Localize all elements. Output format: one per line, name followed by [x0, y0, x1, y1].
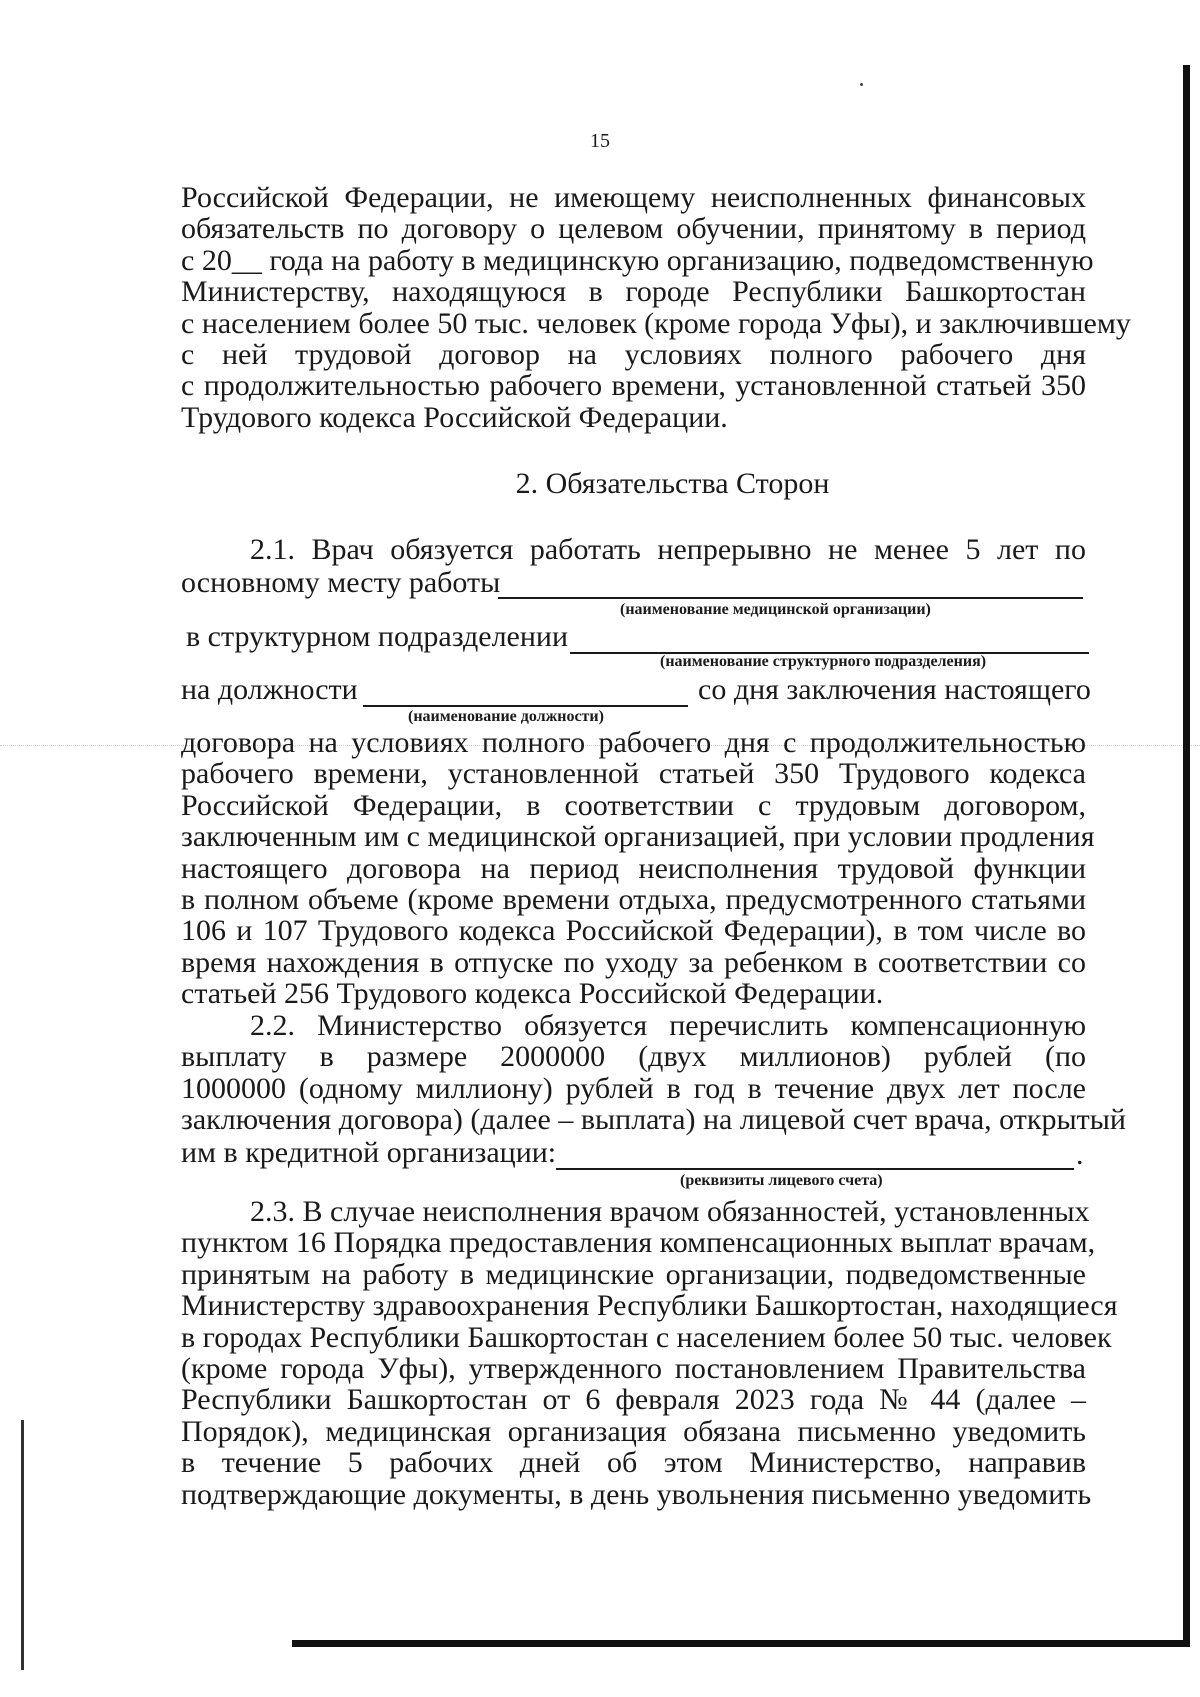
text-line: с 20__ года на работу в медицинскую организацию, подведомственную: [181, 243, 1094, 277]
intro-paragraph: [181, 181, 1131, 434]
account-blank[interactable]: [556, 1168, 1074, 1170]
subdivision-label: в структурном подразделении: [186, 620, 569, 653]
clause-2-1-body: [181, 726, 1095, 1011]
subdivision-caption: (наименование структурного подразделения): [660, 653, 987, 670]
text-line: статьей 256 Трудового кодекса Российской Федерации.: [181, 977, 884, 1011]
text-line: в полном объеме (кроме времени отдыха, предусмотренного статьями: [181, 882, 1086, 916]
text-line: 2.2. Министерство обязуется перечислить компенсационную: [250, 1009, 1086, 1042]
position-label: на должности: [181, 673, 358, 706]
text-line: время нахождения в отпуске по уходу за ребенком в соответствии со: [181, 945, 1086, 979]
workplace-label: основному месту работы: [181, 566, 501, 599]
scan-border-bottom: [292, 1640, 1190, 1647]
text-line: принятым на работу в медицинские организации, подведомственные: [181, 1257, 1086, 1291]
text-line: с населением более 50 тыс. человек (кроме города Уфы), и заключившему: [181, 306, 1131, 340]
text-line: выплату в размере 2000000 (двух миллионов) рублей (по: [181, 1040, 1086, 1074]
section-heading: 2. Обязательства Сторон: [515, 467, 830, 500]
text-line: в городах Республики Башкортостан с населением более 50 тыс. человек: [181, 1320, 1112, 1354]
account-caption: (реквизиты лицевого счета): [680, 1172, 883, 1189]
text-line: с продолжительностью рабочего времени, установленной статьей 350: [181, 369, 1086, 403]
text-line: 1000000 (одному миллиону) рублей в год в течение двух лет после: [181, 1071, 1086, 1105]
text-line: Российской Федерации, в соответствии с трудовым договором,: [181, 788, 1086, 822]
text-line: 2.1. Врач обязуется работать непрерывно не менее 5 лет по: [250, 533, 1086, 566]
text-line: заключенным им с медицинской организацией, при условии продления: [181, 820, 1095, 854]
text-line: (кроме города Уфы), утвержденного постановлением Правительства: [181, 1351, 1086, 1385]
scan-border-left: [21, 1420, 24, 1670]
text-line: с ней трудовой договор на условиях полного рабочего дня: [181, 337, 1086, 371]
clause-2-2: [181, 1009, 1126, 1137]
text-line: Республики Башкортостан от 6 февраля 2023 года № 44 (далее –: [181, 1383, 1086, 1417]
text-line: рабочего времени, установленной статьей 350 Трудового кодекса: [181, 757, 1086, 791]
scan-border-right: [1183, 65, 1190, 1647]
text-line: 106 и 107 Трудового кодекса Российской Федерации), в том числе во: [181, 914, 1086, 948]
text-line: 2.3. В случае неисполнения врачом обязанностей, установленных: [250, 1195, 1090, 1228]
text-line: Трудового кодекса Российской Федерации.: [181, 400, 728, 434]
account-label: им в кредитной организации:: [181, 1136, 557, 1169]
text-line: настоящего договора на период неисполнения трудовой функции: [181, 851, 1086, 885]
text-line: Порядок), медицинская организация обязана письменно уведомить: [181, 1414, 1086, 1448]
text-line: Российской Федерации, не имеющему неисполненных финансовых: [181, 181, 1086, 214]
text-line: в течение 5 рабочих дней об этом Министерство, направив: [181, 1446, 1086, 1480]
scan-speck: [860, 83, 863, 86]
text-line: договора на условиях полного рабочего дня с продолжительностью: [181, 726, 1086, 759]
text-line: заключения договора) (далее – выплата) на лицевой счет врача, открытый: [181, 1103, 1126, 1137]
page-number: 15: [590, 130, 610, 152]
clause-2-1-intro: [181, 534, 1086, 565]
text-line: пунктом 16 Порядка предоставления компенсационных выплат врачам,: [181, 1226, 1096, 1260]
text-line: подтверждающие документы, в день увольнения письменно уведомить: [181, 1477, 1092, 1511]
position-blank[interactable]: [363, 705, 688, 707]
account-period: .: [1076, 1138, 1084, 1171]
clause-2-3: [181, 1195, 1118, 1511]
workplace-blank[interactable]: [498, 597, 1083, 599]
text-line: обязательств по договору о целевом обучении, принятому в период: [181, 212, 1086, 246]
text-line: Министерству, находящуюся в городе Республики Башкортостан: [181, 275, 1086, 309]
position-after-text: со дня заключения настоящего: [698, 673, 1091, 706]
position-caption: (наименование должности): [408, 708, 604, 725]
text-line: Министерству здравоохранения Республики Башкортостан, находящиеся: [181, 1289, 1118, 1323]
workplace-caption: (наименование медицинской организации): [620, 601, 931, 618]
